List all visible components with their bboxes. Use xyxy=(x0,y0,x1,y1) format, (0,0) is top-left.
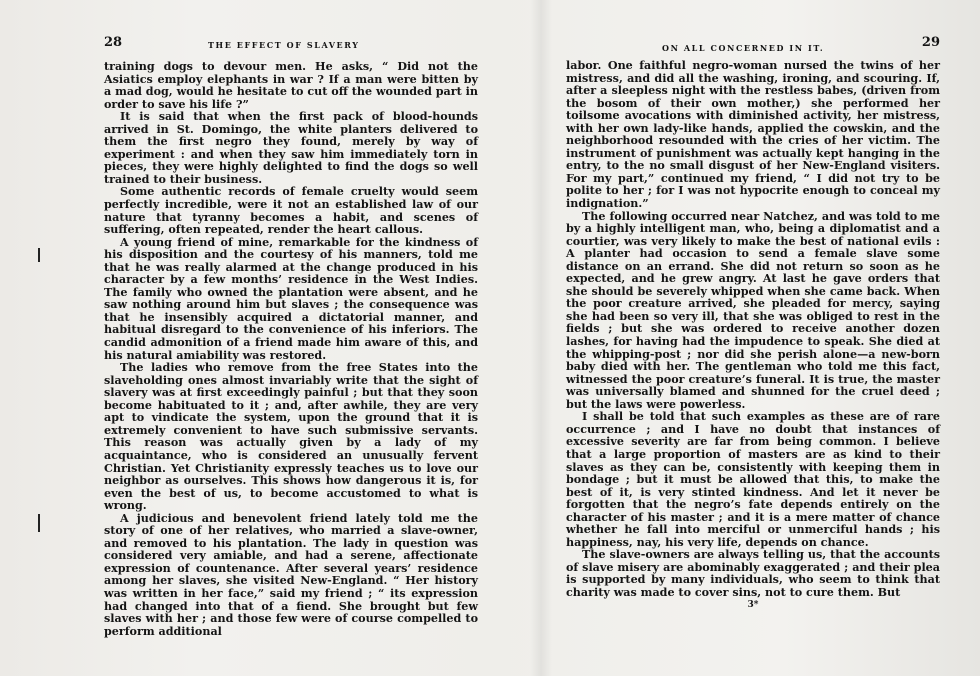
paragraph: The following occurred near Natchez, and was told to me by a highly intelligent man, who, being a diplomatist and a courtier, was very likely to make the best of national evils : A planter had occasion to send a female slave some distance on an errand. She did not return so soon as he expected, and he grew angry. At last he gave orders that she should be severely whipped when she came back. When the poor creature arrived, she pleaded for mercy, saying she had been so very ill, that she was obliged to rest in the fields ; but she was ordered to receive another dozen lashes, for having had the impudence to speak. She died at the whipping-post ; nor did she perish alone—a new-born baby died with her. The gentleman who told me this fact, witnessed the poor creature’s funeral. It is true, the master was universally blamed and shunned for the cruel deed ; but the laws were powerless. xyxy=(566,209,940,411)
book-gutter xyxy=(530,0,552,676)
running-head: THE EFFECT OF SLAVERY xyxy=(208,40,360,50)
paragraph: training dogs to devour men. He asks, “ Did not the Asiatics employ elephants in war ? If a man were bitten by a mad dog, would he hesitate to cut off the wounded part in order to save his life ?” xyxy=(104,60,478,111)
paragraph: A young friend of mine, remarkable for the kindness of his disposition and the courtesy of his manners, told me that he was really alarmed at the change produced in his character by a few months’ residence in the West Indies. The family who owned the plantation were absent, and he saw nothing around him but slaves ; the consequence was that he insensibly acquired a dictatorial manner, and habitual disregard to the convenience of his inferiors. The candid admonition of a friend made him aware of this, and his natural amiability was restored. xyxy=(104,235,478,362)
left-page-body xyxy=(104,61,478,638)
signature-mark: 3* xyxy=(747,599,759,610)
paragraph: The slave-owners are always telling us, that the accounts of slave misery are abominably exaggerated ; and their plea is supported by many individuals, who seem to think that charity was made to cover sins, not to cure them. But xyxy=(566,548,940,599)
left-page xyxy=(104,36,478,638)
left-page-header xyxy=(104,36,478,52)
margin-mark xyxy=(38,248,40,262)
right-page xyxy=(566,36,940,610)
paragraph: labor. One faithful negro-woman nursed the twins of her mistress, and did all the washing, ironing, and scouring. If, after a sleepless night with the restless babes, (driven from the bosom of their own mother,) she performed her toilsome avocations with diminished activity, her mistress, with her own lady-like hands, applied the cowskin, and the neighborhood resounded with the cries of her victim. The instrument of punishment was actually kept hanging in the entry, to the no small disgust of her New-England visiters. For my part,” continued my friend, “ I did not try to be polite to her ; for I was not hypocrite enough to conceal my indignation.” xyxy=(566,59,940,211)
right-page-header xyxy=(566,36,940,52)
margin-mark xyxy=(38,514,40,532)
running-head: ON ALL CONCERNED IN IT. xyxy=(662,43,825,53)
page-number: 28 xyxy=(104,35,123,50)
paragraph: I shall be told that such examples as these are of rare occurrence ; and I have no doubt that instances of excessive severity are far from being common. I believe that a large proportion of masters are as kind to their slaves as they can be, consistently with keeping them in bondage ; but it must be allowed that this, to make the best of it, is very stinted kindness. And let it never be forgotten that the negro’s fate depends entirely on the character of his master ; and it is a mere matter of chance whether he fall into merciful or unmerciful hands ; his happiness, nay, his very life, depends on chance. xyxy=(566,410,940,549)
page-number: 29 xyxy=(921,35,940,50)
right-page-body xyxy=(566,60,940,600)
paragraph: Some authentic records of female cruelty would seem perfectly incredible, were it not an established law of our nature that tyranny becomes a habit, and scenes of suffering, often repeated, render the heart callous. xyxy=(104,185,478,237)
paragraph: It is said that when the first pack of blood-hounds arrived in St. Domingo, the white planters delivered to them the first negro they found, merely by way of experiment : and when they saw him immediately torn in pieces, they were highly delighted to find the dogs so well trained to their business. xyxy=(104,110,478,186)
paragraph: A judicious and benevolent friend lately told me the story of one of her relatives, who married a slave-owner, and removed to his plantation. The lady in question was considered very amiable, and had a serene, affectionate expression of countenance. After several years’ residence among her slaves, she visited New-England. “ Her history was written in her face,” said my friend ; “ its expression had changed into that of a fiend. She brought but few slaves with her ; and those few were of course compelled to perform additional xyxy=(104,511,478,638)
paragraph: The ladies who remove from the free States into the slaveholding ones almost invariably write that the sight of slavery was at first exceedingly painful ; but that they soon become habituated to it ; and, after awhile, they are very apt to vindicate the system, upon the ground that it is extremely convenient to have such submissive servants. This reason was actually given by a lady of my acquaintance, who is considered an unusually fervent Christian. Yet Christianity expressly teaches us to love our neighbor as ourselves. This shows how dangerous it is, for even the best of us, to become accustomed to what is wrong. xyxy=(104,361,478,513)
